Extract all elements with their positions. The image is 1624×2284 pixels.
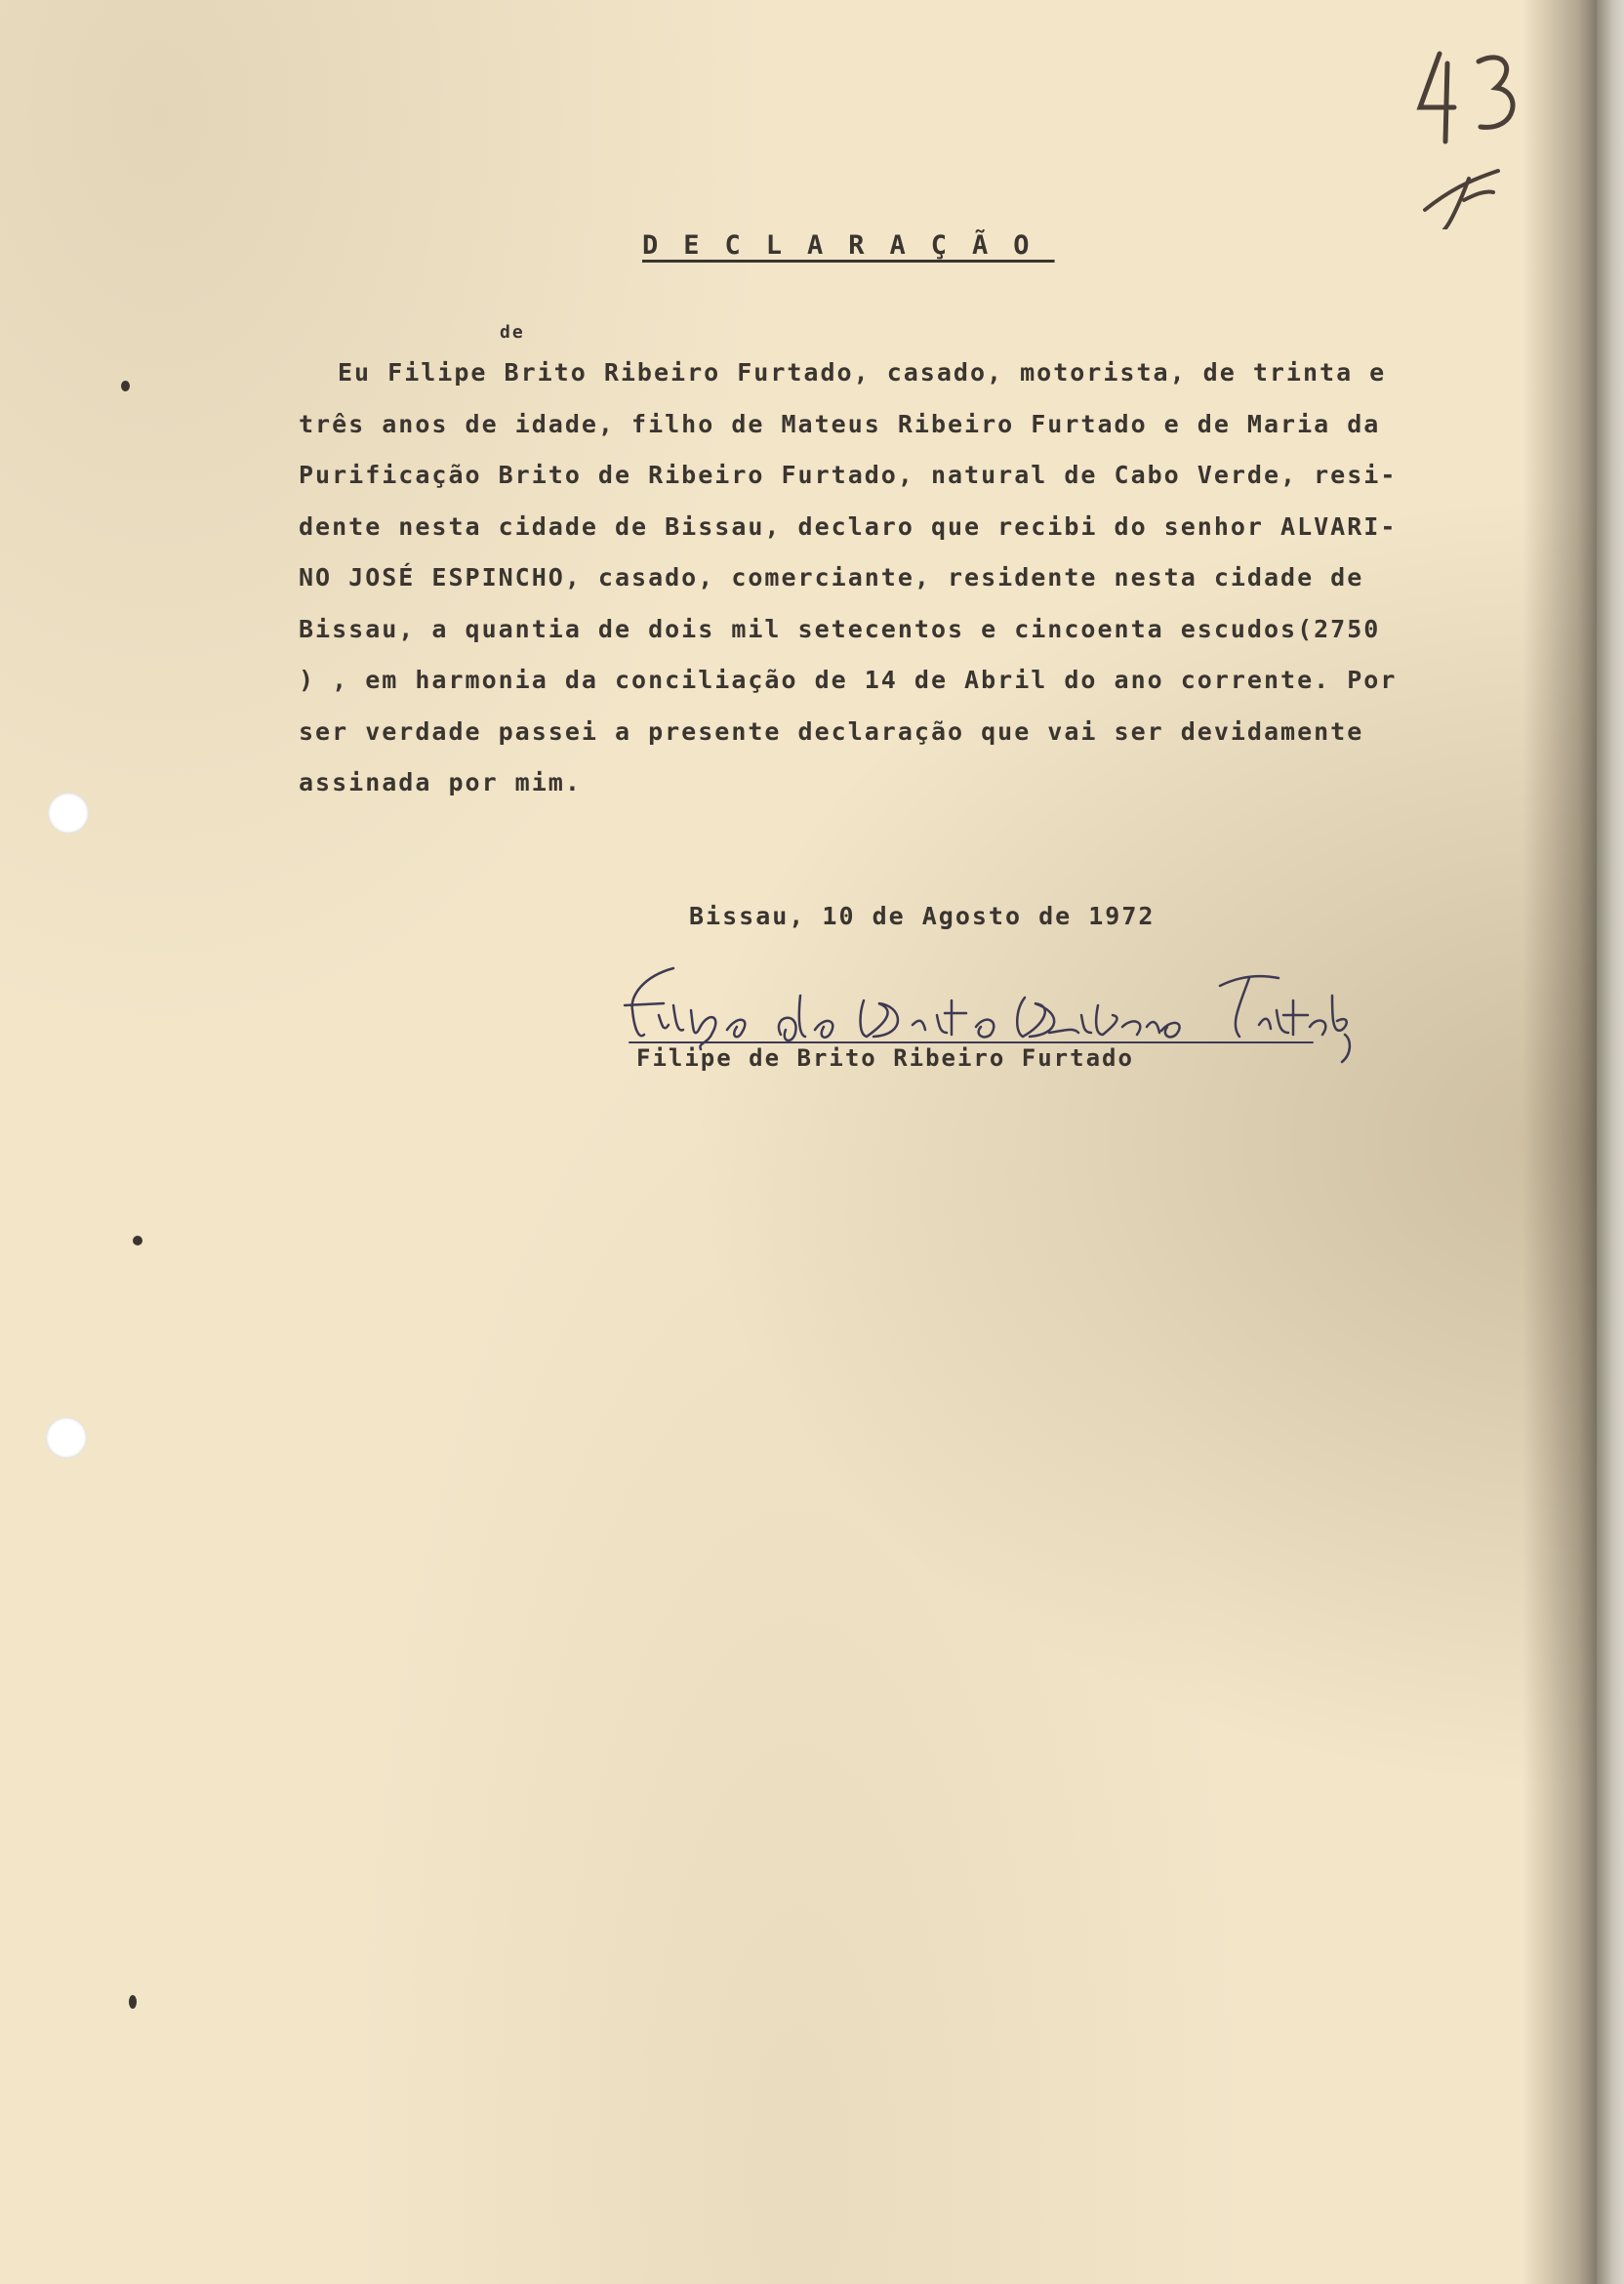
body-line: Eu Filipe Brito Ribeiro Furtado, casado, motorista, de trinta e [338,358,1387,387]
punch-hole [46,1417,87,1458]
ink-speck [133,1236,142,1245]
ink-speck [121,381,130,391]
body-line: Bissau, a quantia de dois mil setecentos e cincoenta escudos(2750 [299,614,1381,643]
ink-speck [129,1995,137,2009]
scan-border [1597,0,1624,2284]
body-line: assinada por mim. [299,768,582,796]
scan-shadow-edge [1522,0,1597,2284]
signer-typed-name: Filipe de Brito Ribeiro Furtado [636,1044,1134,1072]
body-line: ser verdade passei a presente declaração que vai ser devidamente [299,716,1364,746]
body-line: dente nesta cidade de Bissau, declaro que recibi do senhor ALVARI- [299,511,1398,541]
punch-hole [48,793,89,834]
page-title [642,230,1055,261]
place-date: Bissau, 10 de Agosto de 1972 [689,902,1156,930]
body-line: ) , em harmonia da conciliação de 14 de Abril do ano corrente. Por [299,666,1398,694]
body-line: três anos de idade, filho de Mateus Ribeiro Furtado e de Maria da [299,409,1381,438]
declaration-body [299,347,1567,809]
folio-number [1410,34,1537,234]
body-line: Purificação Brito de Ribeiro Furtado, natural de Cabo Verde, resi- [299,461,1398,489]
inserted-word: de [500,322,525,343]
title-text: DECLARAÇÃO [642,230,1055,261]
body-line: NO JOSÉ ESPINCHO, casado, comerciante, residente nesta cidade de [299,563,1364,591]
folio-handwriting [1410,34,1537,229]
